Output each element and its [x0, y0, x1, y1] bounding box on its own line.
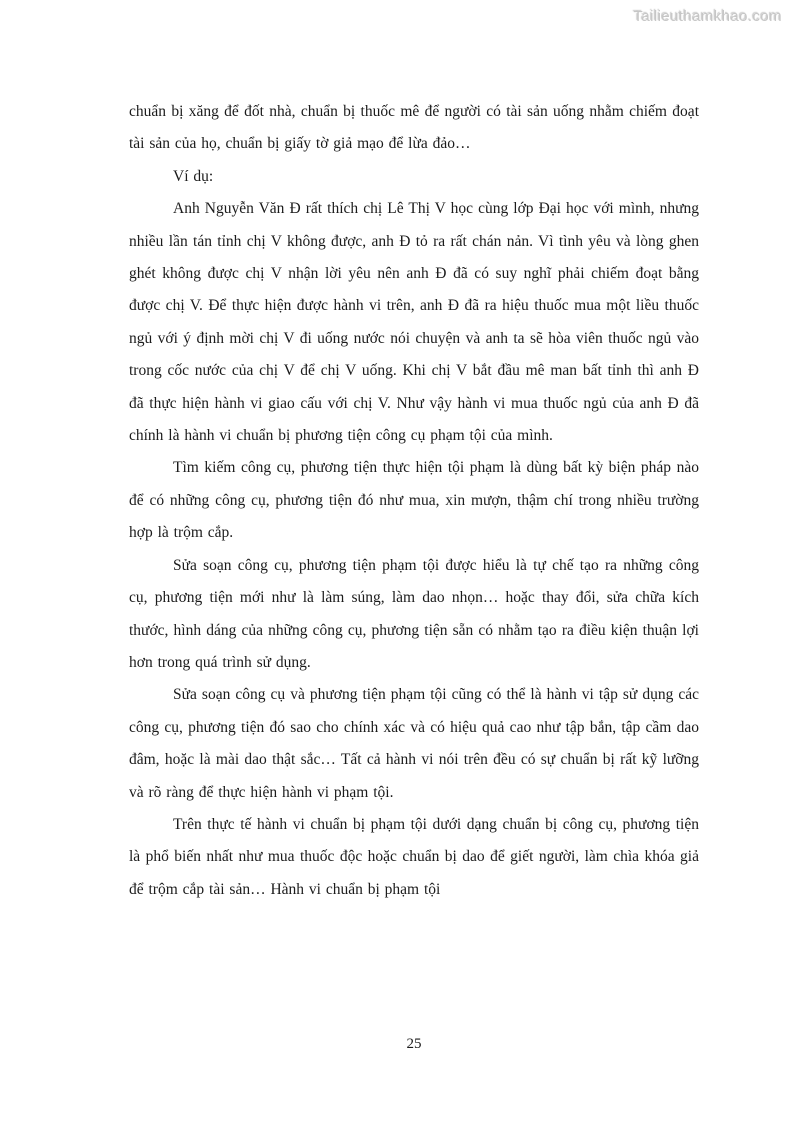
paragraph-tim-kiem: Tìm kiếm công cụ, phương tiện thực hiện tội phạm là dùng bất kỳ biện pháp nào để có những công cụ, phương tiện đó như mua, xin mượn, thậm chí trong nhiều trường hợp là trộm cắp. — [129, 459, 699, 542]
page-number: 25 — [406, 1036, 422, 1052]
page-content — [129, 96, 699, 906]
watermark-text: Tailieuthamkhao.com — [633, 8, 782, 25]
paragraph-continuation: chuẩn bị xăng để đốt nhà, chuẩn bị thuốc mê để người có tài sản uống nhằm chiếm đoạt tài sản của họ, chuẩn bị giấy tờ giả mạo để lừa đảo… — [129, 103, 699, 153]
paragraph-sua-soan-1: Sửa soạn công cụ, phương tiện phạm tội được hiểu là tự chế tạo ra những công cụ, phương tiện mới như là làm súng, làm dao nhọn… hoặc thay đổi, sửa chữa kích thước, hình dáng của những công cụ, phương tiện sẵn có nhằm tạo ra điều kiện thuận lợi hơn trong quá trình sử dụng. — [129, 556, 699, 671]
paragraph-example-body: Anh Nguyễn Văn Đ rất thích chị Lê Thị V học cùng lớp Đại học với mình, nhưng nhiều lần tán tỉnh chị V không được, anh Đ tỏ ra rất chán nản. Vì tình yêu và lòng ghen ghét không được chị V nhận lời yêu nên anh Đ đã có suy nghĩ phải chiếm đoạt bằng được chị V. Để thực hiện được hành vi trên, anh Đ đã ra hiệu thuốc mua một liều thuốc ngủ với ý định mời chị V đi uống nước nói chuyện và anh ta sẽ hòa viên thuốc ngủ vào trong cốc nước của chị V để chị V uống. Khi chị V bắt đầu mê man bất tỉnh thì anh Đ đã thực hiện hành vi giao cấu với chị V. Như vậy hành vi mua thuốc ngủ của anh Đ đã chính là hành vi chuẩn bị phương tiện công cụ phạm tội của mình. — [129, 200, 699, 445]
paragraph-example-label: Ví dụ: — [173, 167, 214, 185]
paragraph-tren-thuc-te: Trên thực tế hành vi chuẩn bị phạm tội dưới dạng chuẩn bị công cụ, phương tiện là phổ biến nhất như mua thuốc độc hoặc chuẩn bị dao để giết người, làm chìa khóa giả để trộm cắp tài sản… Hành vi chuẩn bị phạm tội — [129, 815, 699, 898]
paragraph-sua-soan-2: Sửa soạn công cụ và phương tiện phạm tội cũng có thể là hành vi tập sử dụng các công cụ, phương tiện đó sao cho chính xác và có hiệu quả cao như tập bắn, tập cầm dao đâm, hoặc là mài dao thật sắc… Tất cả hành vi nói trên đều có sự chuẩn bị rất kỹ lưỡng và rõ ràng để thực hiện hành vi phạm tội. — [129, 686, 699, 801]
